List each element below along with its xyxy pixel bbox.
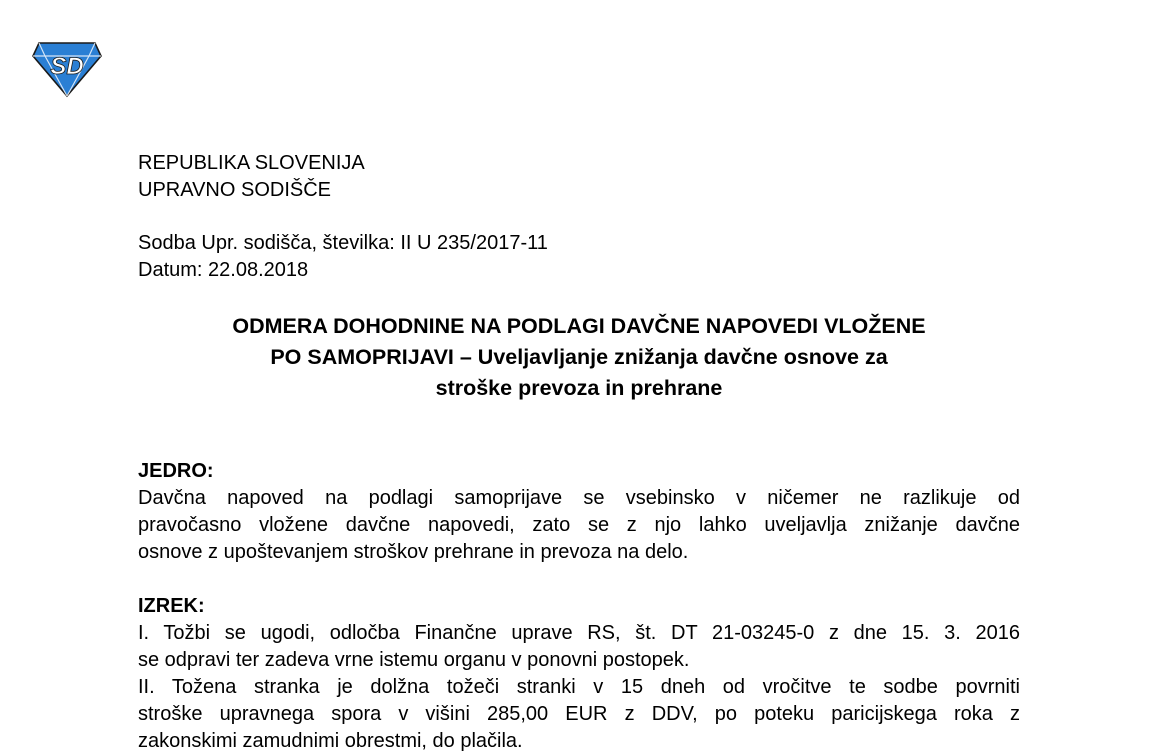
jedro-heading: JEDRO:: [138, 460, 214, 482]
jedro-line: osnove z upoštevanjem stroškov prehrane in prevoza na delo.: [138, 541, 689, 563]
document-title: [100, 311, 1058, 404]
court-name: UPRAVNO SODIŠČE: [138, 179, 331, 201]
izrek-heading: IZREK:: [138, 595, 205, 617]
case-number: Sodba Upr. sodišča, številka: II U 235/2017-11: [138, 232, 548, 254]
jedro-line: pravočasno vložene davčne napovedi, zato se z njo lahko uveljavlja znižanje davčne: [138, 514, 1020, 536]
izrek-line: se odpravi ter zadeva vrne istemu organu v ponovni postopek.: [138, 649, 690, 671]
jedro-paragraph: [138, 485, 1020, 566]
title-line-2: PO SAMOPRIJAVI – Uveljavljanje znižanja davčne osnove za: [270, 345, 888, 369]
title-line-1: ODMERA DOHODNINE NA PODLAGI DAVČNE NAPOVEDI VLOŽENE: [232, 314, 926, 338]
logo: [31, 40, 103, 98]
case-date: Datum: 22.08.2018: [138, 259, 309, 281]
court-country: REPUBLIKA SLOVENIJA: [138, 152, 365, 174]
izrek-line: zakonskimi zamudnimi obrestmi, do plačila.: [138, 730, 523, 752]
court-header: [138, 150, 1020, 204]
case-meta: [138, 230, 1020, 284]
jedro-section: [138, 458, 1020, 566]
title-line-3: stroške prevoza in prehrane: [435, 376, 723, 400]
diamond-logo-icon: [31, 40, 103, 98]
logo-text: SD: [50, 53, 84, 80]
izrek-line: II. Tožena stranka je dolžna tožeči stranki v 15 dneh od vročitve te sodbe povrniti: [138, 676, 1020, 698]
izrek-section: [138, 593, 1020, 755]
izrek-paragraph: [138, 620, 1020, 755]
jedro-line: Davčna napoved na podlagi samoprijave se vsebinsko v ničemer ne razlikuje od: [138, 487, 1020, 509]
izrek-line: stroške upravnega spora v višini 285,00 EUR z DDV, po poteku paricijskega roka z: [138, 703, 1020, 725]
izrek-line: I. Tožbi se ugodi, odločba Finančne uprave RS, št. DT 21-03245-0 z dne 15. 3. 2016: [138, 622, 1020, 644]
